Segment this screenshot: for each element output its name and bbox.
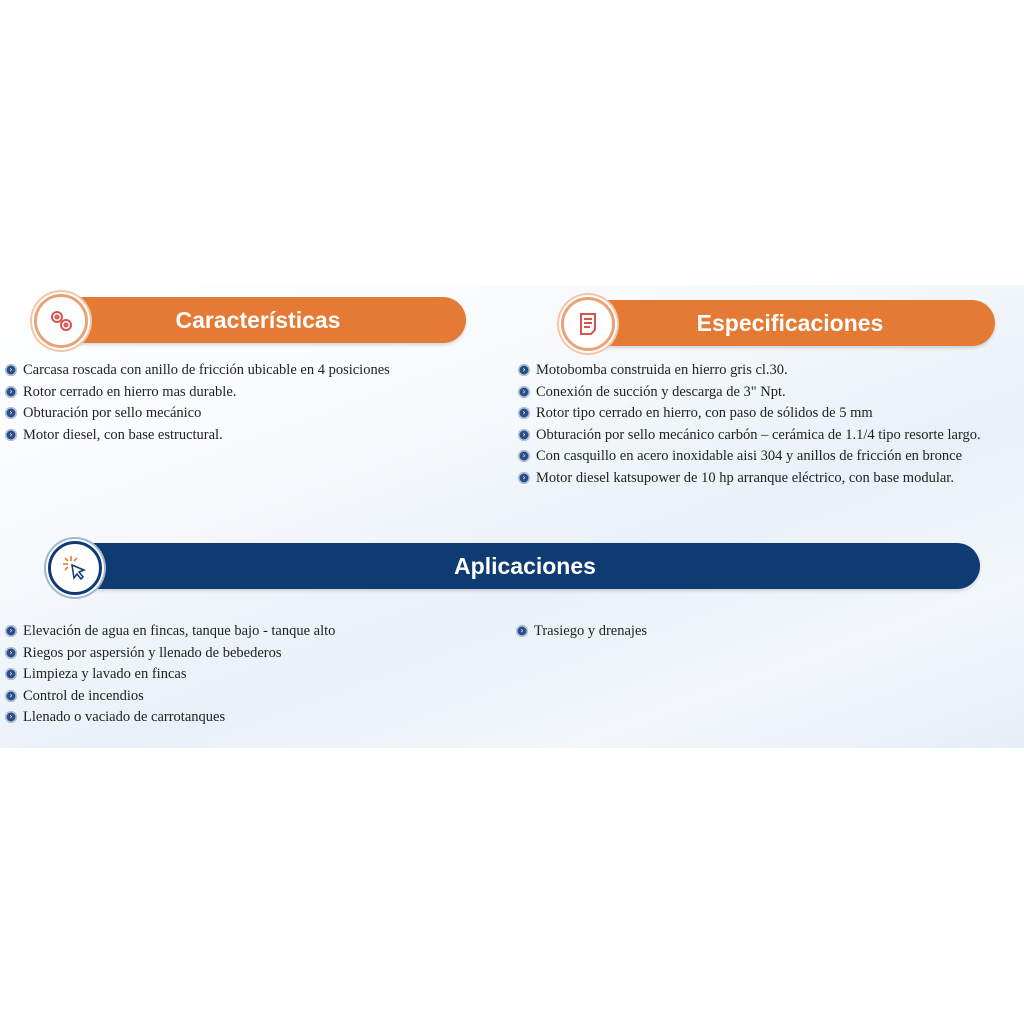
bullet-icon: › [5,364,17,376]
list-item: › Llenado o vaciado de carrotanques [5,707,485,729]
bullet-icon: › [5,407,17,419]
bullet-icon: › [518,450,530,462]
bullet-icon: › [5,647,17,659]
list-item: › Con casquillo en acero inoxidable aisi 304 y anillos de fricción en bronce [518,446,1018,468]
bullet-icon: › [518,472,530,484]
aplicaciones-list-right [516,621,816,643]
bullet-icon: › [518,386,530,398]
list-item: › Trasiego y drenajes [516,621,816,643]
cursor-click-icon [48,541,102,595]
aplicaciones-header [70,543,980,589]
bullet-icon: › [518,407,530,419]
list-item: › Limpieza y lavado en fincas [5,664,485,686]
caracteristicas-header [60,297,466,343]
bullet-icon: › [518,364,530,376]
bullet-icon: › [5,690,17,702]
caracteristicas-list [5,360,485,446]
bullet-icon: › [5,429,17,441]
section-title: Especificaciones [696,309,884,336]
list-item: › Motor diesel, con base estructural. [5,425,485,447]
list-item: › Carcasa roscada con anillo de fricción ubicable en 4 posiciones [5,360,485,382]
list-item: › Conexión de succión y descarga de 3" Npt. [518,382,1018,404]
section-title: Aplicaciones [454,552,596,579]
bullet-icon: › [5,386,17,398]
list-item: › Riegos por aspersión y llenado de bebederos [5,643,485,665]
list-item: › Obturación por sello mecánico carbón – cerámica de 1.1/4 tipo resorte largo. [518,425,1018,447]
list-item: › Rotor tipo cerrado en hierro, con paso de sólidos de 5 mm [518,403,1018,425]
bullet-icon: › [5,625,17,637]
especificaciones-list [518,360,1018,490]
list-item: › Rotor cerrado en hierro mas durable. [5,382,485,404]
bullet-icon: › [5,668,17,680]
list-item: › Motor diesel katsupower de 10 hp arranque eléctrico, con base modular. [518,468,1018,490]
bullet-icon: › [5,711,17,723]
list-item: › Motobomba construida en hierro gris cl.30. [518,360,1018,382]
bullet-icon: › [516,625,528,637]
especificaciones-header [585,300,995,346]
document-icon [561,297,615,351]
bullet-icon: › [518,429,530,441]
aplicaciones-list-left [5,621,485,729]
list-item: › Control de incendios [5,686,485,708]
list-item: › Elevación de agua en fincas, tanque bajo - tanque alto [5,621,485,643]
section-title: Características [175,306,341,333]
list-item: › Obturación por sello mecánico [5,403,485,425]
gears-icon [34,294,88,348]
